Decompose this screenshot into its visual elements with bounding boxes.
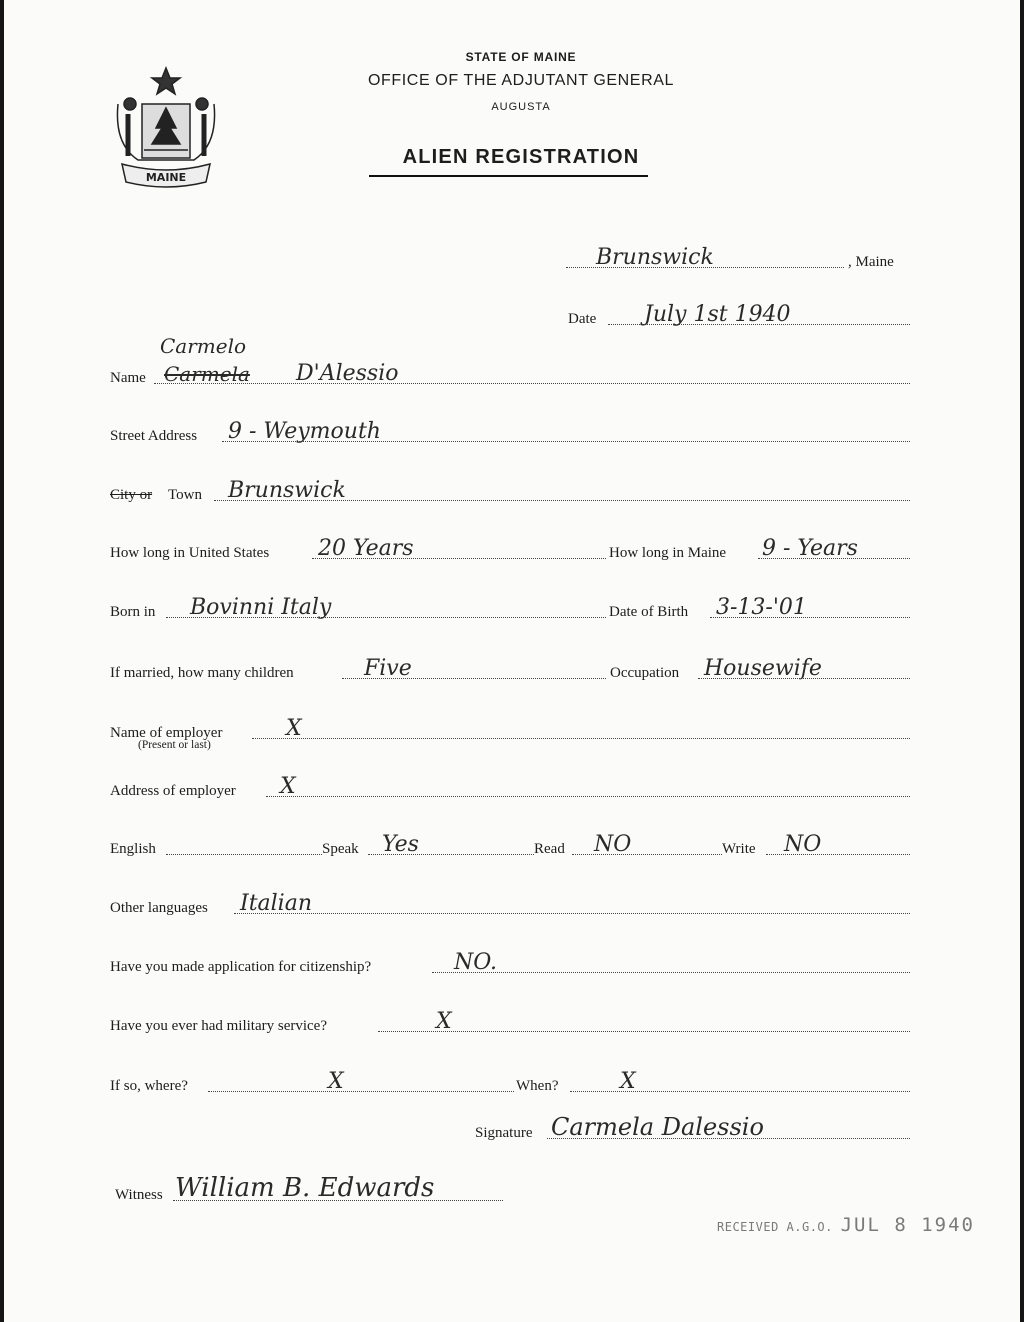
english-label: English <box>110 841 156 857</box>
place-value: Brunswick <box>596 245 714 270</box>
dob-value: 3-13-'01 <box>716 595 807 620</box>
office-heading: OFFICE OF THE ADJUTANT GENERAL <box>367 72 675 89</box>
name-surname: D'Alessio <box>296 361 399 386</box>
signature-row <box>475 1113 910 1142</box>
occupation-value: Housewife <box>704 656 822 681</box>
write-label: Write <box>722 841 756 857</box>
state-heading: STATE OF MAINE <box>465 50 577 64</box>
where-label: If so, where? <box>110 1078 188 1094</box>
languages-value: Italian <box>240 891 313 916</box>
city-heading: AUGUSTA <box>491 101 551 113</box>
street-label: Street Address <box>110 428 198 444</box>
place-suffix: , Maine <box>848 254 894 270</box>
read-label: Read <box>534 841 565 857</box>
street-row <box>110 421 910 445</box>
town-struck-label: City or <box>110 487 153 503</box>
dob-label: Date of Birth <box>609 604 689 620</box>
born-value: Bovinni Italy <box>190 595 332 620</box>
children-value: Five <box>364 656 412 681</box>
military-value: X <box>436 1009 452 1034</box>
children-label: If married, how many children <box>110 665 294 681</box>
stamp-text: RECEIVED A.G.O. <box>717 1220 833 1234</box>
military-label: Have you ever had military service? <box>110 1018 327 1034</box>
us-residence-label: How long in United States <box>110 545 270 561</box>
languages-row <box>110 893 910 917</box>
military-row <box>110 1011 910 1035</box>
languages-label: Other languages <box>110 900 208 916</box>
citizenship-value: NO. <box>454 950 497 975</box>
speak-label: Speak <box>322 841 359 857</box>
town-label: Town <box>168 487 202 503</box>
when-label: When? <box>516 1078 559 1094</box>
town-value: Brunswick <box>228 478 346 503</box>
born-row <box>110 597 910 621</box>
where-row <box>110 1071 910 1095</box>
received-stamp <box>717 1214 975 1236</box>
employer-value: X <box>286 716 302 741</box>
town-row <box>110 480 910 504</box>
read-value: NO <box>594 832 632 857</box>
born-label: Born in <box>110 604 156 620</box>
english-row <box>110 834 910 858</box>
date-label: Date <box>568 311 597 327</box>
signature-label: Signature <box>475 1125 533 1141</box>
witness-row <box>115 1173 515 1204</box>
where-value: X <box>328 1069 344 1094</box>
speak-value: Yes <box>382 832 419 857</box>
name-struck: Carmela <box>164 362 250 386</box>
citizenship-row <box>110 952 910 976</box>
when-value: X <box>620 1069 636 1094</box>
employer-address-label: Address of employer <box>110 783 236 799</box>
children-row <box>110 658 910 682</box>
name-correction: Carmelo <box>160 334 247 358</box>
witness-value: William B. Edwards <box>175 1173 435 1203</box>
street-value: 9 - Weymouth <box>228 419 381 444</box>
occupation-label: Occupation <box>610 665 680 681</box>
name-label: Name <box>110 370 146 386</box>
residence-row <box>110 538 910 562</box>
citizenship-label: Have you made application for citizenship? <box>110 959 372 975</box>
form-title: ALIEN REGISTRATION <box>402 146 640 168</box>
place-row <box>566 247 911 271</box>
employer-address-value: X <box>280 774 296 799</box>
employer-row <box>110 718 910 742</box>
write-value: NO <box>784 832 822 857</box>
date-value: July 1st 1940 <box>644 302 791 327</box>
maine-residence-value: 9 - Years <box>762 536 858 561</box>
title-underline <box>369 175 648 177</box>
stamp-date: JUL 8 1940 <box>840 1214 975 1236</box>
employer-address-row <box>110 776 910 800</box>
employer-note: (Present or last) <box>138 739 211 751</box>
employer-label: Name of employer <box>110 725 223 741</box>
us-residence-value: 20 Years <box>318 536 414 561</box>
witness-label: Witness <box>115 1187 163 1203</box>
name-row <box>110 363 910 387</box>
signature-value: Carmela Dalessio <box>551 1113 764 1141</box>
seal-text: MAINE <box>145 171 187 184</box>
date-row <box>568 304 910 328</box>
maine-residence-label: How long in Maine <box>609 545 727 561</box>
